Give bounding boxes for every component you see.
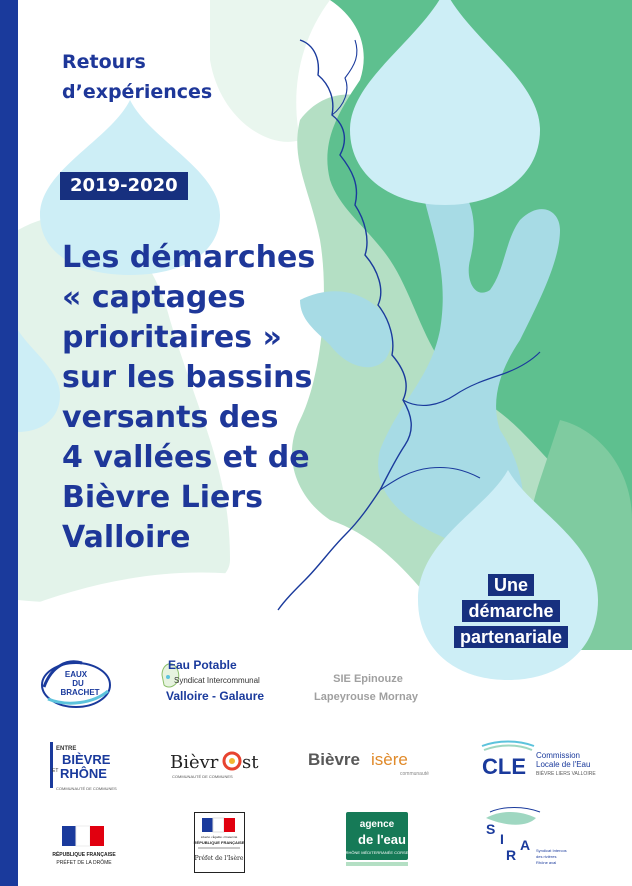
cover-subtitle	[62, 47, 282, 107]
logo-prefet-drome	[54, 822, 118, 868]
entre-foot: COMMUNAUTÉ DE COMMUNES	[56, 786, 117, 791]
title-line: prioritaires »	[62, 320, 282, 355]
logo-eaux-du-brachet	[38, 655, 116, 711]
sira-letter-r: R	[506, 847, 517, 863]
isere-line-1: Liberté • Égalité • Fraternité	[200, 835, 238, 839]
left-band	[0, 0, 18, 886]
logo-eau-potable	[156, 655, 266, 707]
cle-line-2: Locale de l'Eau	[536, 760, 591, 769]
title-line: Valloire	[62, 520, 191, 555]
entre-rhone: RHÔNE	[60, 766, 107, 781]
isere-line-3: Préfet de l'Isère	[194, 855, 244, 862]
logo-bievre-isere	[306, 745, 430, 779]
entre-et: ET	[52, 768, 59, 774]
sira-sub-2: des rivières	[536, 854, 557, 859]
logo-cle	[478, 738, 598, 782]
brachet-line-2: DU	[72, 679, 84, 688]
cle-line-3: BIÈVRE LIERS VALLOIRE	[536, 771, 596, 777]
isere-line-2: RÉPUBLIQUE FRANÇAISE	[193, 840, 245, 845]
bievre-isere-sub: communauté	[400, 771, 429, 777]
drome-line-2: PRÉFET DE LA DRÔME	[56, 860, 112, 866]
callout-line: partenariale	[454, 626, 568, 648]
sira-letter-s: S	[486, 821, 496, 837]
bievrest-name-a: Bièvr	[170, 752, 219, 773]
cle-line-1: Commission	[536, 751, 581, 760]
entre-bievre: BIÈVRE	[62, 752, 111, 767]
agence-line-1: agence	[359, 819, 395, 830]
sira-sub-3: Rhône aval	[536, 860, 557, 865]
years-badge: 2019-2020	[60, 172, 188, 200]
bievrest-sub: COMMUNAUTÉ DE COMMUNES	[172, 774, 233, 779]
title-line: Bièvre Liers	[62, 480, 264, 515]
logo-sira	[480, 806, 567, 872]
agence-line-2: de l'eau	[358, 832, 406, 847]
sira-sub-1: Syndicat Intercos	[536, 848, 567, 853]
bievre-isere-a: Bièvre	[308, 750, 360, 769]
callout-line: Une	[488, 574, 534, 596]
cle-abbr: CLE	[482, 754, 526, 779]
agence-line-3: RHÔNE MÉDITERRANÉE CORSE	[345, 850, 409, 855]
brachet-line-3: BRACHET	[60, 688, 100, 697]
partnership-callout	[448, 574, 574, 652]
eau-potable-sub: Syndicat Intercommunal	[174, 676, 260, 685]
sie-line-2: Lapeyrouse Mornay	[314, 691, 418, 703]
subtitle-line-2: d’expériences	[62, 81, 213, 103]
bievre-isere-b: isère	[371, 750, 408, 769]
bievrest-name-b: st	[242, 752, 259, 773]
title-line: sur les bassins	[62, 360, 313, 395]
brachet-line-1: EAUX	[64, 670, 88, 679]
eau-potable-title: Eau Potable	[168, 658, 237, 672]
sira-letter-i: I	[500, 831, 504, 847]
logo-bievrest	[168, 744, 272, 784]
title-line: « captages	[62, 280, 246, 315]
logo-sie-epinouze	[308, 668, 428, 708]
logo-agence-eau	[346, 812, 412, 870]
callout-line: démarche	[462, 600, 559, 622]
subtitle-line-1: Retours	[62, 51, 146, 73]
sira-letter-a: A	[520, 837, 531, 853]
sie-line-1: SIE Epinouze	[333, 673, 403, 685]
entre-top: ENTRE	[56, 746, 77, 752]
eau-potable-name: Valloire - Galaure	[166, 689, 265, 703]
logo-prefet-isere	[194, 812, 246, 874]
title-line: Les démarches	[62, 240, 316, 275]
title-line: 4 vallées et de	[62, 440, 310, 475]
main-title	[62, 238, 352, 558]
drome-line-1: RÉPUBLIQUE FRANÇAISE	[52, 852, 116, 858]
title-line: versants des	[62, 400, 279, 435]
logo-entre-bievre-rhone	[48, 740, 118, 796]
